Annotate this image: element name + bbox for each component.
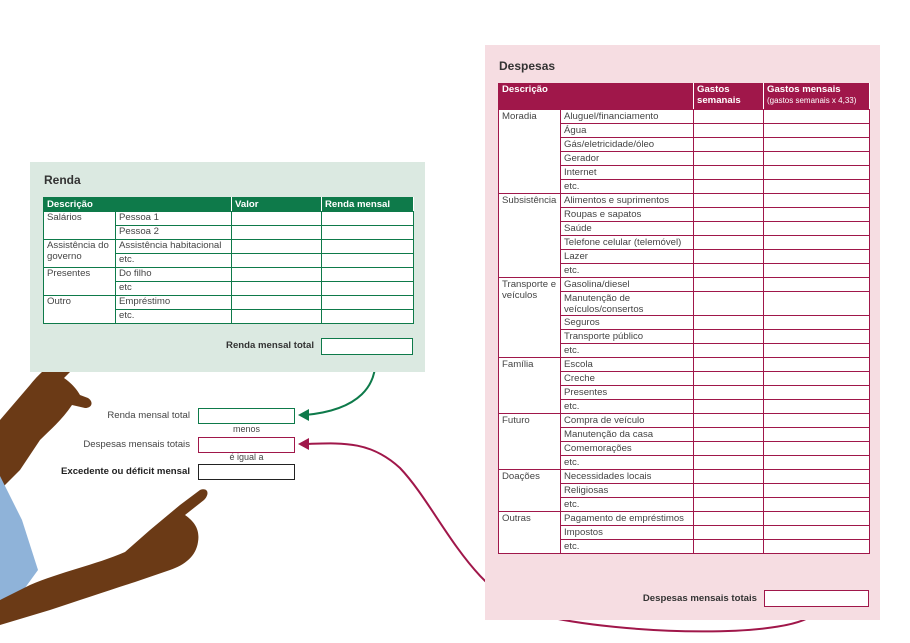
expense-monthly-cell[interactable] (764, 456, 870, 470)
table-row (44, 268, 414, 282)
income-monthly-cell[interactable] (322, 282, 414, 296)
income-value-cell[interactable] (232, 240, 322, 254)
expense-item: etc. (561, 344, 694, 358)
expense-monthly-cell[interactable] (764, 372, 870, 386)
income-monthly-cell[interactable] (322, 296, 414, 310)
expense-item: Gás/eletricidade/óleo (561, 138, 694, 152)
expense-category: Doações (499, 470, 561, 512)
expense-weekly-cell[interactable] (694, 372, 764, 386)
expense-item: Creche (561, 372, 694, 386)
expense-item: Pagamento de empréstimos (561, 512, 694, 526)
income-header-description: Descrição (44, 198, 232, 212)
expense-item: Aluguel/financiamento (561, 110, 694, 124)
expense-weekly-cell[interactable] (694, 456, 764, 470)
expense-weekly-cell[interactable] (694, 292, 764, 316)
expenses-total-field[interactable] (764, 590, 869, 607)
expense-item: Água (561, 124, 694, 138)
income-item: Pessoa 2 (116, 226, 232, 240)
table-row (499, 278, 870, 292)
expense-item: Alimentos e suprimentos (561, 194, 694, 208)
expense-item: Telefone celular (telemóvel) (561, 236, 694, 250)
expense-monthly-cell[interactable] (764, 166, 870, 180)
expense-monthly-cell[interactable] (764, 208, 870, 222)
table-row (44, 240, 414, 254)
income-value-cell[interactable] (232, 310, 322, 324)
expense-item: Impostos (561, 526, 694, 540)
income-category: Outro (44, 296, 116, 324)
green-arrowhead (298, 409, 309, 421)
expense-item: etc. (561, 400, 694, 414)
expense-weekly-cell[interactable] (694, 526, 764, 540)
table-row (44, 296, 414, 310)
expense-weekly-cell[interactable] (694, 250, 764, 264)
income-total-label: Renda mensal total (226, 340, 314, 351)
income-item: etc (116, 282, 232, 296)
income-value-cell[interactable] (232, 212, 322, 226)
expense-monthly-cell[interactable] (764, 236, 870, 250)
summary-result-field[interactable] (198, 464, 295, 480)
expense-category: Outras (499, 512, 561, 554)
expense-monthly-cell[interactable] (764, 110, 870, 124)
expense-monthly-cell[interactable] (764, 330, 870, 344)
expense-monthly-cell[interactable] (764, 512, 870, 526)
expense-monthly-cell[interactable] (764, 194, 870, 208)
expense-weekly-cell[interactable] (694, 386, 764, 400)
expenses-header-monthly (764, 84, 870, 110)
expenses-header-description: Descrição (499, 84, 694, 110)
income-title: Renda (44, 173, 81, 187)
expense-category: Família (499, 358, 561, 414)
expense-item: Escola (561, 358, 694, 372)
expense-item: Religiosas (561, 484, 694, 498)
expense-weekly-cell[interactable] (694, 236, 764, 250)
expense-weekly-cell[interactable] (694, 358, 764, 372)
income-monthly-cell[interactable] (322, 226, 414, 240)
expenses-header-row (499, 84, 870, 110)
income-header-row (44, 198, 414, 212)
expense-weekly-cell[interactable] (694, 138, 764, 152)
expense-item: Manutenção de veículos/consertos (561, 292, 694, 316)
income-value-cell[interactable] (232, 268, 322, 282)
crimson-arrowhead (298, 438, 309, 450)
expense-monthly-cell[interactable] (764, 124, 870, 138)
expenses-header-monthly-note: (gastos semanais x 4,33) (767, 96, 857, 105)
expense-monthly-cell[interactable] (764, 400, 870, 414)
expense-weekly-cell[interactable] (694, 442, 764, 456)
expense-weekly-cell[interactable] (694, 180, 764, 194)
expense-weekly-cell[interactable] (694, 400, 764, 414)
income-value-cell[interactable] (232, 296, 322, 310)
expense-weekly-cell[interactable] (694, 278, 764, 292)
expense-item: Gerador (561, 152, 694, 166)
expense-item: Saúde (561, 222, 694, 236)
table-row (499, 194, 870, 208)
summary-income-field[interactable] (198, 408, 295, 424)
expense-weekly-cell[interactable] (694, 152, 764, 166)
expense-monthly-cell[interactable] (764, 344, 870, 358)
expense-category: Transporte e veículos (499, 278, 561, 358)
expenses-body (499, 110, 870, 554)
table-row (499, 512, 870, 526)
expense-weekly-cell[interactable] (694, 512, 764, 526)
expense-monthly-cell[interactable] (764, 180, 870, 194)
expenses-total-label: Despesas mensais totais (642, 593, 757, 604)
income-value-cell[interactable] (232, 282, 322, 296)
expense-monthly-cell[interactable] (764, 498, 870, 512)
expenses-header-weekly: Gastos semanais (694, 84, 764, 110)
expense-weekly-cell[interactable] (694, 344, 764, 358)
summary-income-label: Renda mensal total (107, 410, 190, 421)
expense-monthly-cell[interactable] (764, 442, 870, 456)
expense-item: Internet (561, 166, 694, 180)
expense-monthly-cell[interactable] (764, 540, 870, 554)
expense-item: Gasolina/diesel (561, 278, 694, 292)
expense-weekly-cell[interactable] (694, 470, 764, 484)
expense-item: etc. (561, 180, 694, 194)
expense-monthly-cell[interactable] (764, 386, 870, 400)
expense-monthly-cell[interactable] (764, 428, 870, 442)
table-row (499, 470, 870, 484)
summary-equals-label: é igual a (229, 452, 264, 462)
expense-weekly-cell[interactable] (694, 124, 764, 138)
summary-minus-label: menos (232, 424, 260, 434)
income-header-value: Valor (232, 198, 322, 212)
expense-item: Necessidades locais (561, 470, 694, 484)
table-row (499, 358, 870, 372)
table-row (44, 212, 414, 226)
expense-weekly-cell[interactable] (694, 264, 764, 278)
expense-weekly-cell[interactable] (694, 166, 764, 180)
expense-item: Roupas e sapatos (561, 208, 694, 222)
income-monthly-cell[interactable] (322, 240, 414, 254)
income-item: Empréstimo (116, 296, 232, 310)
expense-item: etc. (561, 540, 694, 554)
expenses-header-monthly-title: Gastos mensais (767, 84, 841, 95)
expense-weekly-cell[interactable] (694, 194, 764, 208)
expense-item: etc. (561, 264, 694, 278)
income-item: etc. (116, 254, 232, 268)
expense-item: Seguros (561, 316, 694, 330)
summary-expenses-field[interactable] (198, 437, 295, 453)
income-category: Salários (44, 212, 116, 240)
expense-item: etc. (561, 456, 694, 470)
income-monthly-cell[interactable] (322, 254, 414, 268)
expenses-title: Despesas (499, 59, 556, 73)
expense-weekly-cell[interactable] (694, 414, 764, 428)
expense-monthly-cell[interactable] (764, 292, 870, 316)
summary-expenses-label: Despesas mensais totais (83, 439, 190, 450)
expense-item: Transporte público (561, 330, 694, 344)
expense-monthly-cell[interactable] (764, 278, 870, 292)
expense-monthly-cell[interactable] (764, 250, 870, 264)
expense-monthly-cell[interactable] (764, 264, 870, 278)
expense-weekly-cell[interactable] (694, 540, 764, 554)
expense-category: Futuro (499, 414, 561, 470)
expense-monthly-cell[interactable] (764, 138, 870, 152)
income-category: Assistência do governo (44, 240, 116, 268)
expense-weekly-cell[interactable] (694, 428, 764, 442)
table-row (499, 110, 870, 124)
expense-monthly-cell[interactable] (764, 316, 870, 330)
expense-monthly-cell[interactable] (764, 414, 870, 428)
expense-weekly-cell[interactable] (694, 222, 764, 236)
income-table (43, 197, 414, 324)
income-value-cell[interactable] (232, 254, 322, 268)
income-total-field[interactable] (321, 338, 413, 355)
expense-category: Subsistência (499, 194, 561, 278)
expense-category: Moradia (499, 110, 561, 194)
summary-result-label: Excedente ou déficit mensal (60, 466, 190, 477)
expense-weekly-cell[interactable] (694, 316, 764, 330)
expense-monthly-cell[interactable] (764, 526, 870, 540)
expense-item: Compra de veículo (561, 414, 694, 428)
expense-item: Presentes (561, 386, 694, 400)
income-item: Pessoa 1 (116, 212, 232, 226)
expense-monthly-cell[interactable] (764, 470, 870, 484)
income-header-monthly: Renda mensal (322, 198, 414, 212)
expense-monthly-cell[interactable] (764, 484, 870, 498)
expense-monthly-cell[interactable] (764, 222, 870, 236)
expense-monthly-cell[interactable] (764, 358, 870, 372)
income-monthly-cell[interactable] (322, 310, 414, 324)
income-monthly-cell[interactable] (322, 268, 414, 282)
table-row (499, 414, 870, 428)
expense-weekly-cell[interactable] (694, 330, 764, 344)
expense-item: Comemorações (561, 442, 694, 456)
expense-item: etc. (561, 498, 694, 512)
income-item: Do filho (116, 268, 232, 282)
income-item: etc. (116, 310, 232, 324)
income-item: Assistência habitacional (116, 240, 232, 254)
income-value-cell[interactable] (232, 226, 322, 240)
expense-weekly-cell[interactable] (694, 498, 764, 512)
expenses-table (498, 83, 870, 554)
expense-weekly-cell[interactable] (694, 484, 764, 498)
sleeve-illustration (0, 476, 38, 600)
income-monthly-cell[interactable] (322, 212, 414, 226)
expense-monthly-cell[interactable] (764, 152, 870, 166)
expense-weekly-cell[interactable] (694, 208, 764, 222)
expense-item: Manutenção da casa (561, 428, 694, 442)
expense-item: Lazer (561, 250, 694, 264)
income-category: Presentes (44, 268, 116, 296)
expense-weekly-cell[interactable] (694, 110, 764, 124)
